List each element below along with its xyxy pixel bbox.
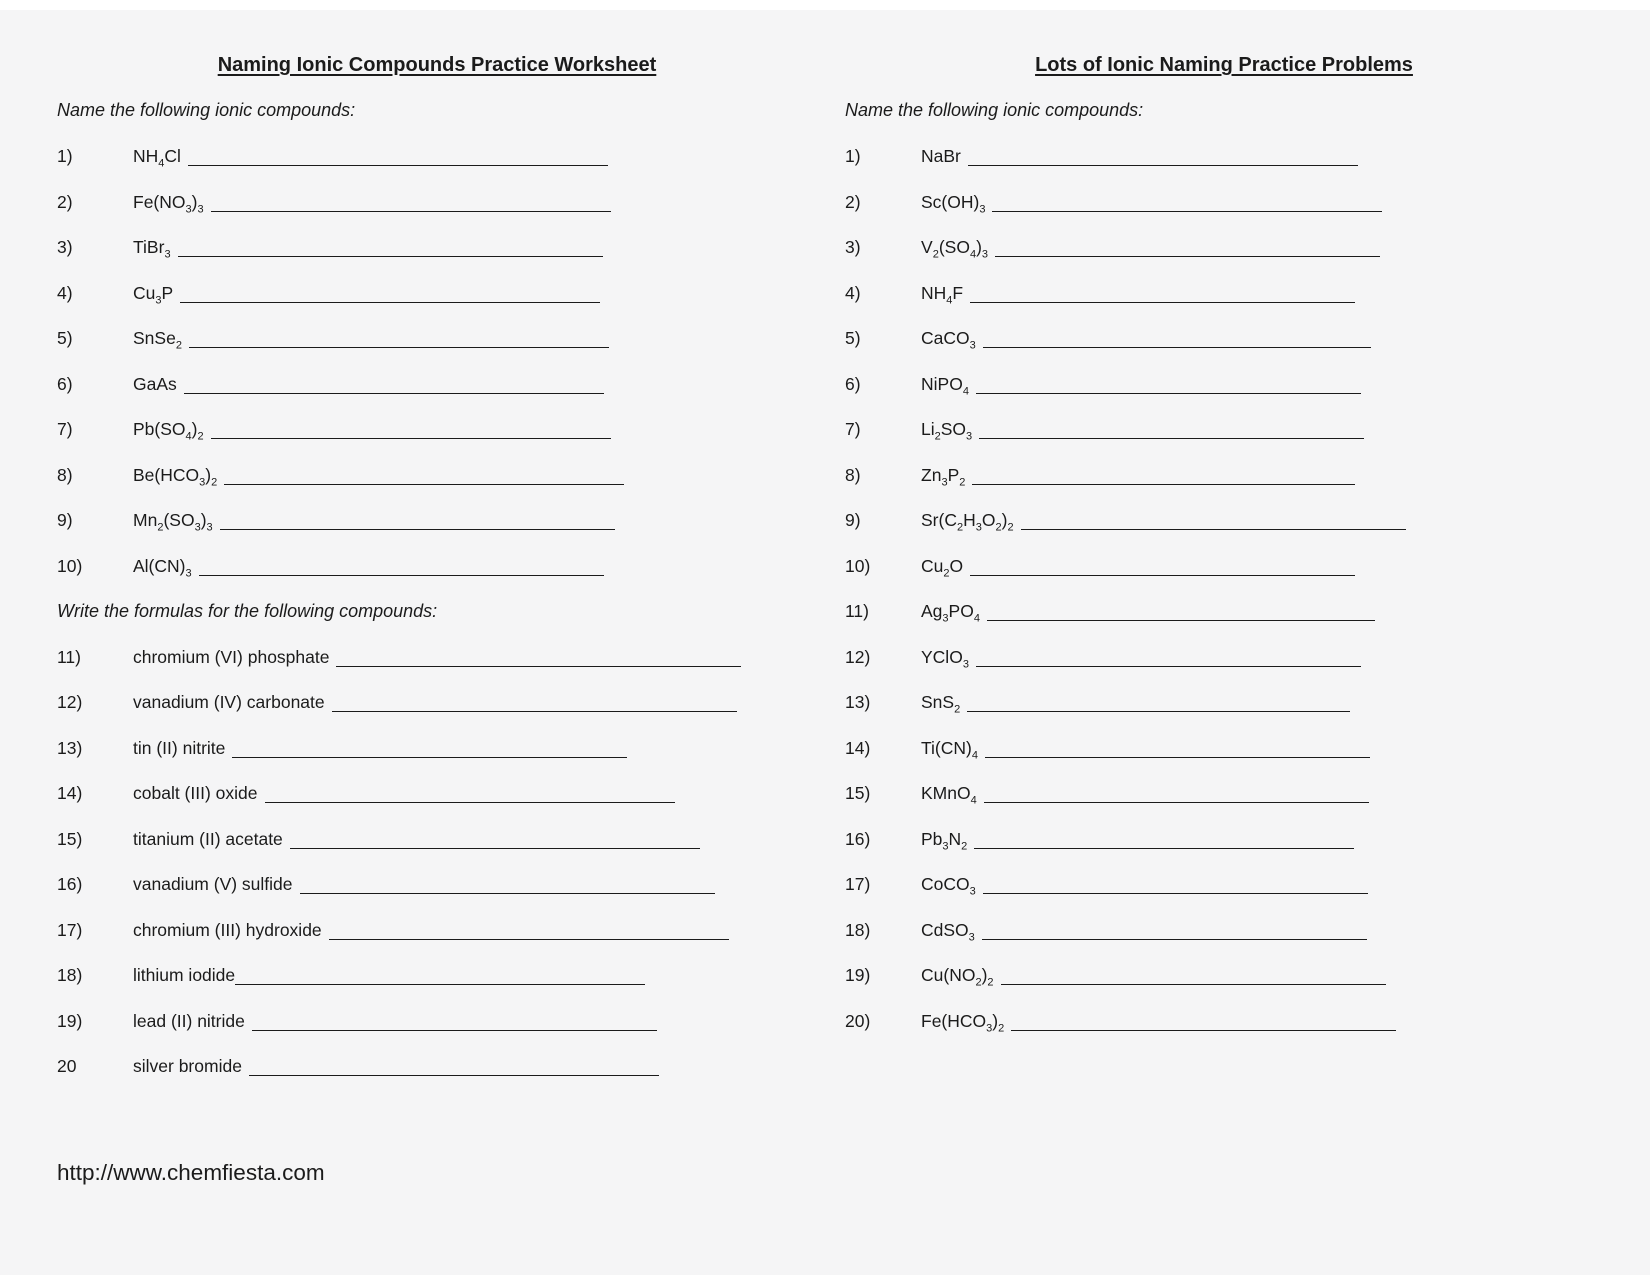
worksheet-item-row (845, 908, 1603, 954)
compound-name: tin (II) nitrite (133, 737, 226, 758)
compound-formula: CoCO$_3$ (921, 874, 976, 898)
worksheet-item-row (57, 271, 817, 317)
compound-formula: NaBr (921, 146, 961, 166)
worksheet-item-row (57, 134, 817, 180)
answer-blank (976, 666, 1361, 667)
answer-blank (336, 666, 741, 667)
item-number: 20 (57, 1056, 77, 1076)
item-number: 7) (57, 419, 73, 439)
worksheet-item-row (57, 817, 817, 863)
item-number: 19) (57, 1010, 83, 1031)
compound-formula: $Fe(NO_3)_3$ (133, 191, 204, 215)
worksheet-item-row (845, 453, 1603, 499)
item-number: 12) (845, 646, 871, 667)
compound-formula: $NH_4F$ (921, 282, 964, 306)
item-number: 17) (57, 919, 83, 940)
compound-formula: $Cu(NO_2)_2$ (921, 965, 994, 989)
compound-formula: KMnO$_4$ (921, 783, 977, 807)
compound-formula: $Fe(HCO_3)_2$ (921, 1010, 1005, 1034)
worksheet-item-row (57, 680, 817, 726)
worksheet-item-row (845, 862, 1603, 908)
item-number: 9) (845, 510, 861, 530)
compound-formula: $Cu_3P$ (133, 282, 174, 306)
item-number: 3) (57, 237, 73, 257)
item-number: 6) (57, 373, 73, 394)
answer-blank (1021, 529, 1406, 530)
item-number: 18) (57, 965, 83, 985)
answer-blank (211, 438, 611, 439)
answer-blank (985, 757, 1370, 758)
compound-formula: $Al(CN)_3$ (133, 555, 192, 579)
worksheet-item-row (57, 635, 817, 681)
answer-blank (211, 211, 611, 212)
answer-blank (235, 984, 645, 985)
answer-blank (232, 757, 627, 758)
worksheet-item-row (57, 498, 817, 544)
compound-formula: $V_2(SO_4)_3$ (921, 237, 989, 261)
compound-formula: $Be(HCO_3)_2$ (133, 464, 218, 488)
item-number: 6) (845, 373, 861, 394)
answer-blank (983, 347, 1371, 348)
compound-name: lithium iodide (133, 965, 236, 985)
answer-blank (984, 802, 1369, 803)
item-number: 2) (845, 191, 861, 212)
compound-formula: $Li_2SO_3$ (921, 419, 973, 443)
answer-blank (178, 256, 603, 257)
answer-blank (265, 802, 675, 803)
answer-blank (189, 347, 609, 348)
compound-formula: $NH_4Cl$ (133, 146, 181, 170)
answer-blank (967, 711, 1350, 712)
answer-blank (968, 165, 1358, 166)
item-number: 11) (57, 646, 81, 667)
answer-blank (992, 211, 1382, 212)
item-number: 1) (57, 146, 73, 166)
item-number: 14) (845, 737, 871, 758)
compound-name: chromium (VI) phosphate (133, 646, 330, 667)
answer-blank (249, 1075, 659, 1076)
left-naming-items-list (57, 134, 817, 589)
item-number: 15) (57, 828, 83, 849)
worksheet-item-row (57, 953, 817, 999)
answer-blank (972, 484, 1355, 485)
item-number: 10) (845, 555, 871, 576)
answer-blank (1001, 984, 1386, 985)
item-number: 14) (57, 783, 83, 803)
answer-blank (300, 893, 715, 894)
compound-formula: $Mn_2(SO_3)_3$ (133, 510, 213, 534)
worksheet-item-row (57, 180, 817, 226)
item-number: 4) (845, 282, 861, 303)
answer-blank (982, 939, 1367, 940)
worksheet-item-row (845, 362, 1603, 408)
compound-formula: NiPO$_4$ (921, 373, 969, 397)
worksheet-item-row (57, 544, 817, 590)
item-number: 5) (845, 328, 861, 348)
compound-formula: $Zn_3P_2$ (921, 464, 966, 488)
worksheet-item-row (845, 544, 1603, 590)
worksheet-item-row (57, 726, 817, 772)
answer-blank (970, 575, 1355, 576)
worksheet-item-row (57, 862, 817, 908)
worksheet-item-row (57, 225, 817, 271)
worksheet-item-row (57, 362, 817, 408)
compound-name: vanadium (V) sulfide (133, 874, 293, 894)
answer-blank (976, 393, 1361, 394)
worksheet-item-row (845, 498, 1603, 544)
item-number: 1) (845, 146, 861, 166)
left-formula-items-list (57, 635, 817, 1090)
compound-name: lead (II) nitride (133, 1010, 245, 1031)
worksheet-item-row (845, 953, 1603, 999)
compound-formula: $Cu_2O$ (921, 555, 964, 579)
worksheet-item-row (57, 453, 817, 499)
worksheet-item-row (845, 407, 1603, 453)
worksheet-item-row (57, 999, 817, 1045)
answer-blank (1011, 1030, 1396, 1031)
worksheet-item-row (845, 589, 1603, 635)
compound-name: cobalt (III) oxide (133, 783, 258, 803)
item-number: 19) (845, 965, 871, 985)
worksheet-item-row (845, 817, 1603, 863)
item-number: 8) (845, 464, 861, 485)
compound-formula: $Ti(CN)_4$ (921, 737, 978, 761)
worksheet-item-row (845, 225, 1603, 271)
item-number: 11) (845, 601, 869, 621)
left-formula-instruction: Write the formulas for the following compounds: (57, 601, 438, 622)
worksheet-item-row (845, 635, 1603, 681)
item-number: 16) (845, 828, 871, 849)
answer-blank (995, 256, 1380, 257)
compound-name: titanium (II) acetate (133, 828, 283, 849)
item-number: 20) (845, 1010, 871, 1031)
item-number: 18) (845, 919, 871, 940)
worksheet-item-row (845, 680, 1603, 726)
item-number: 10) (57, 555, 83, 576)
left-worksheet-title: Naming Ionic Compounds Practice Worksheet (217, 54, 657, 76)
compound-name: chromium (III) hydroxide (133, 919, 322, 940)
worksheet-item-row (57, 316, 817, 362)
compound-formula: SnS$_2$ (921, 692, 961, 716)
right-naming-instruction: Name the following ionic compounds: (845, 100, 1144, 120)
answer-blank (290, 848, 700, 849)
left-naming-instruction: Name the following ionic compounds: (57, 100, 356, 120)
answer-blank (199, 575, 604, 576)
item-number: 8) (57, 464, 73, 485)
item-number: 2) (57, 191, 73, 212)
right-worksheet-title: Lots of Ionic Naming Practice Problems (1035, 54, 1413, 76)
answer-blank (180, 302, 600, 303)
right-worksheet-column (845, 0, 1603, 1150)
answer-blank (184, 393, 604, 394)
compound-formula: SnSe$_2$ (133, 328, 182, 352)
compound-formula: $Sr(C_2H_3O_2)_2$ (921, 510, 1014, 534)
answer-blank (329, 939, 729, 940)
answer-blank (188, 165, 608, 166)
compound-formula: CaCO$_3$ (921, 328, 976, 352)
compound-formula: GaAs (133, 373, 177, 394)
answer-blank (974, 848, 1354, 849)
compound-formula: TiBr$_3$ (133, 237, 171, 261)
item-number: 13) (57, 737, 83, 758)
answer-blank (332, 711, 737, 712)
answer-blank (970, 302, 1355, 303)
left-worksheet-column (57, 0, 817, 1150)
compound-formula: CdSO$_3$ (921, 919, 975, 943)
worksheet-item-row (845, 271, 1603, 317)
worksheet-item-row (57, 1044, 817, 1090)
answer-blank (983, 893, 1368, 894)
worksheet-item-row (845, 180, 1603, 226)
item-number: 4) (57, 282, 73, 303)
worksheet-item-row (57, 771, 817, 817)
item-number: 13) (845, 692, 871, 712)
compound-formula: YClO$_3$ (921, 646, 969, 670)
item-number: 12) (57, 692, 83, 712)
worksheet-item-row (845, 316, 1603, 362)
item-number: 5) (57, 328, 73, 348)
item-number: 16) (57, 874, 83, 894)
worksheet-item-row (845, 134, 1603, 180)
worksheet-item-row (57, 908, 817, 954)
right-naming-items-list (845, 134, 1603, 1044)
worksheet-item-row (845, 771, 1603, 817)
answer-blank (987, 620, 1375, 621)
compound-name: silver bromide (133, 1056, 242, 1076)
worksheet-item-row (845, 726, 1603, 772)
item-number: 9) (57, 510, 73, 530)
worksheet-item-row (845, 999, 1603, 1045)
compound-formula: $Sc(OH)_3$ (921, 191, 986, 215)
answer-blank (252, 1030, 657, 1031)
compound-formula: $Pb_3N_2$ (921, 828, 968, 852)
footer-url: http://www.chemfiesta.com (57, 1160, 325, 1185)
worksheet-item-row (57, 407, 817, 453)
item-number: 3) (845, 237, 861, 257)
compound-formula: $Pb(SO_4)_2$ (133, 419, 204, 443)
item-number: 7) (845, 419, 861, 439)
answer-blank (220, 529, 615, 530)
compound-name: vanadium (IV) carbonate (133, 692, 325, 712)
compound-formula: $Ag_3PO_4$ (921, 601, 980, 625)
item-number: 17) (845, 874, 871, 894)
item-number: 15) (845, 783, 871, 803)
answer-blank (224, 484, 624, 485)
answer-blank (979, 438, 1364, 439)
